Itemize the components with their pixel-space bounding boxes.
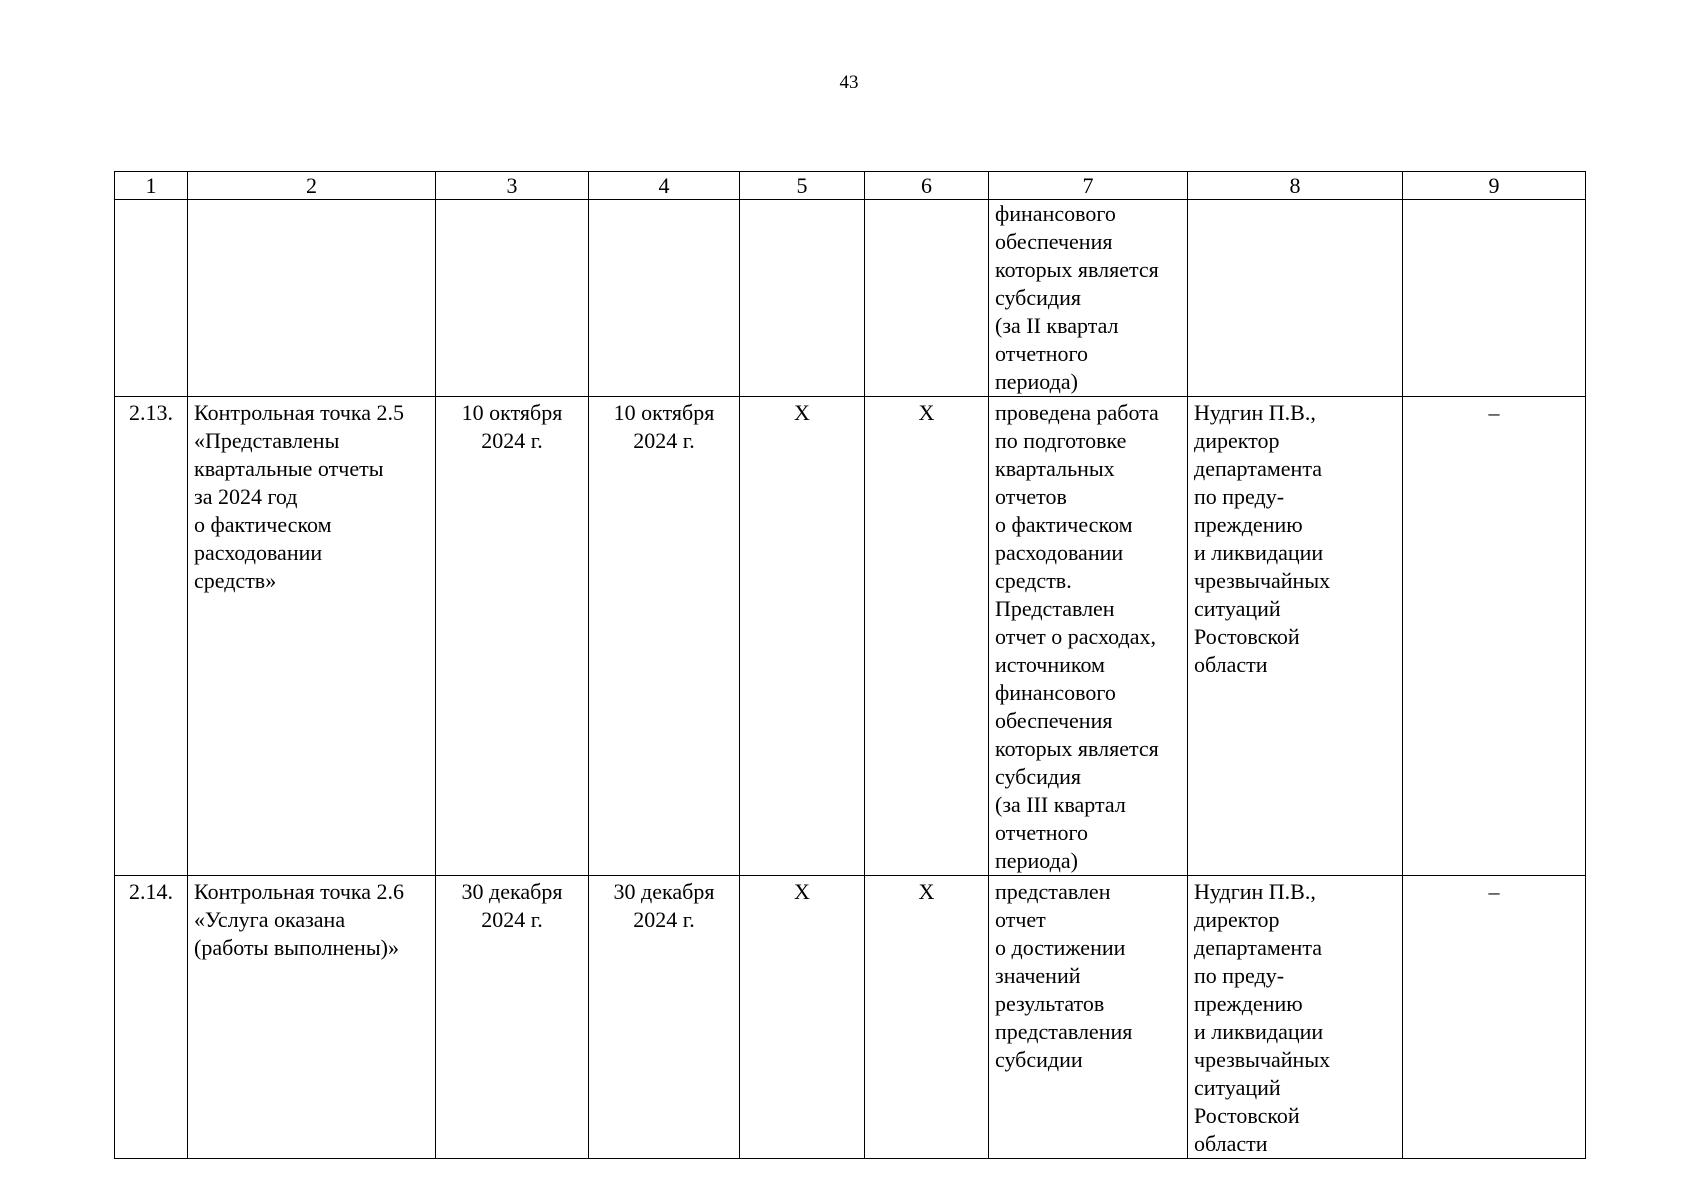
cell-col9: – [1403, 397, 1586, 876]
cell-date-plan [436, 200, 589, 397]
cell-col5: X [740, 397, 865, 876]
cell-date-fact: 10 октября 2024 г. [589, 397, 740, 876]
cell-name: Контрольная точка 2.5 «Представлены квартальные отчеты за 2024 год о фактическом расходовании средств» [188, 397, 436, 876]
cell-num: 2.13. [115, 397, 188, 876]
cell-col6 [865, 200, 989, 397]
cell-name [188, 200, 436, 397]
cell-col9 [1403, 200, 1586, 397]
header-row [115, 172, 1586, 200]
cell-date-fact [589, 200, 740, 397]
cell-responsible [1188, 200, 1403, 397]
header-col-4: 4 [589, 172, 740, 200]
table-row [115, 397, 1586, 876]
header-col-7: 7 [989, 172, 1188, 200]
table-header [115, 172, 1586, 200]
header-col-9: 9 [1403, 172, 1586, 200]
table-row [115, 876, 1586, 1159]
table-row [115, 200, 1586, 397]
cell-result: проведена работа по подготовке квартальных отчетов о фактическом расходовании средств. Представлен отчет о расходах, источником финансового обеспечения которых является субсидия (за III квартал отчетного периода) [989, 397, 1188, 876]
page-number: 43 [839, 72, 859, 93]
header-col-8: 8 [1188, 172, 1403, 200]
cell-date-fact: 30 декабря 2024 г. [589, 876, 740, 1159]
cell-result: финансового обеспечения которых является субсидия (за II квартал отчетного периода) [989, 200, 1188, 397]
cell-num: 2.14. [115, 876, 188, 1159]
cell-col5 [740, 200, 865, 397]
header-col-2: 2 [188, 172, 436, 200]
control-points-table [114, 171, 1586, 1159]
header-col-3: 3 [436, 172, 589, 200]
cell-responsible: Нудгин П.В., директор департамента по преду- преждению и ликвидации чрезвычайных ситуаций Ростовской области [1188, 397, 1403, 876]
header-col-6: 6 [865, 172, 989, 200]
cell-date-plan: 10 октября 2024 г. [436, 397, 589, 876]
header-col-1: 1 [115, 172, 188, 200]
cell-result: представлен отчет о достижении значений результатов представления субсидии [989, 876, 1188, 1159]
cell-name: Контрольная точка 2.6 «Услуга оказана (работы выполнены)» [188, 876, 436, 1159]
cell-responsible: Нудгин П.В., директор департамента по преду- преждению и ликвидации чрезвычайных ситуаций Ростовской области [1188, 876, 1403, 1159]
cell-col5: X [740, 876, 865, 1159]
cell-date-plan: 30 декабря 2024 г. [436, 876, 589, 1159]
header-col-5: 5 [740, 172, 865, 200]
cell-num [115, 200, 188, 397]
cell-col6: X [865, 876, 989, 1159]
cell-col6: X [865, 397, 989, 876]
cell-col9: – [1403, 876, 1586, 1159]
